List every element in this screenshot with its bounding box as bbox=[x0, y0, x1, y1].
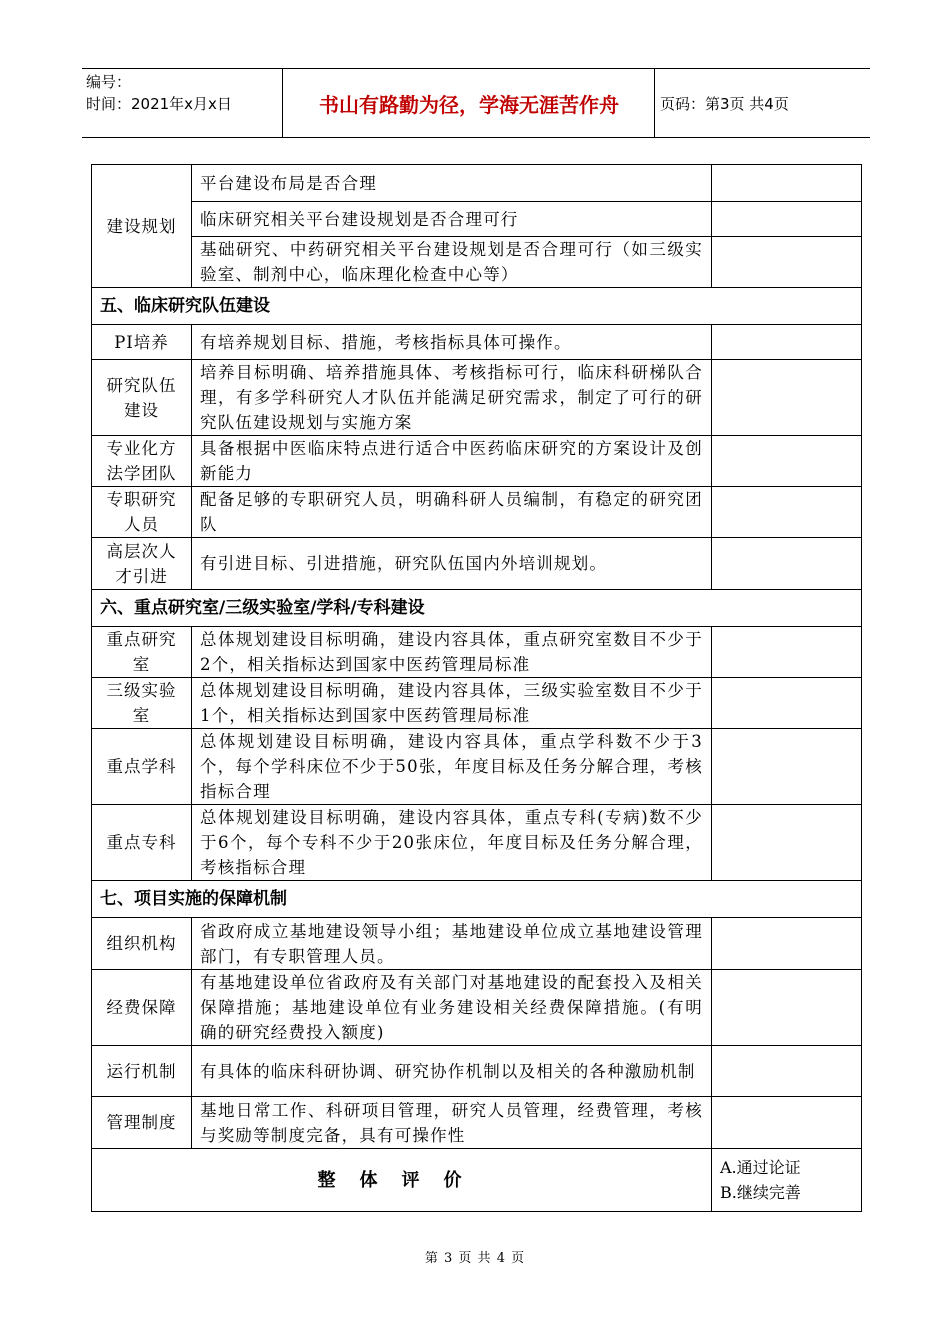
section-row bbox=[92, 881, 862, 918]
document-date: 时间：2021年x月x日 bbox=[86, 95, 232, 113]
row-label: 运行机制 bbox=[92, 1046, 192, 1097]
table-row bbox=[92, 487, 862, 538]
overall-row bbox=[92, 1149, 862, 1212]
document-number: 编号： bbox=[86, 73, 132, 91]
header-divider bbox=[654, 69, 655, 137]
criteria-text: 省政府成立基地建设领导小组；基地建设单位成立基地建设管理部门，有专职管理人员。 bbox=[192, 918, 712, 970]
table-row bbox=[92, 325, 862, 360]
criteria-text: 总体规划建设目标明确，建设内容具体，重点研究室数目不少于2个，相关指标达到国家中医药管理局标准 bbox=[192, 627, 712, 678]
option-a[interactable]: A.通过论证 bbox=[720, 1158, 801, 1177]
score-cell[interactable] bbox=[712, 202, 862, 237]
criteria-text: 基础研究、中药研究相关平台建设规划是否合理可行（如三级实验室、制剂中心，临床理化检查中心等） bbox=[192, 237, 712, 288]
table-row bbox=[92, 202, 862, 237]
table-row bbox=[92, 1097, 862, 1149]
table-row bbox=[92, 805, 862, 881]
row-label: 管理制度 bbox=[92, 1097, 192, 1149]
score-cell[interactable] bbox=[712, 237, 862, 288]
row-label: 重点学科 bbox=[92, 729, 192, 805]
score-cell[interactable] bbox=[712, 487, 862, 538]
table-row bbox=[92, 436, 862, 487]
table-row bbox=[92, 360, 862, 436]
header-motto: 书山有路勤为径，学海无涯苦作舟 bbox=[319, 92, 619, 117]
page-footer: 第 3 页 共 4 页 bbox=[424, 1251, 526, 1266]
option-b[interactable]: B.继续完善 bbox=[720, 1183, 801, 1202]
row-label: 组织机构 bbox=[92, 918, 192, 970]
score-cell[interactable] bbox=[712, 678, 862, 729]
row-label: 专职研究人员 bbox=[92, 487, 192, 538]
score-cell[interactable] bbox=[712, 538, 862, 590]
criteria-text: 有基地建设单位省政府及有关部门对基地建设的配套投入及相关保障措施；基地建设单位有业务建设相关经费保障措施。(有明确的研究经费投入额度) bbox=[192, 970, 712, 1046]
section-title: 五、临床研究队伍建设 bbox=[92, 288, 862, 325]
row-label: 重点专科 bbox=[92, 805, 192, 881]
score-cell[interactable] bbox=[712, 918, 862, 970]
table-row bbox=[92, 729, 862, 805]
overall-options[interactable] bbox=[712, 1149, 862, 1212]
table-row bbox=[92, 918, 862, 970]
score-cell[interactable] bbox=[712, 1097, 862, 1149]
table-row bbox=[92, 165, 862, 202]
criteria-text: 临床研究相关平台建设规划是否合理可行 bbox=[192, 202, 712, 237]
row-label: 专业化方法学团队 bbox=[92, 436, 192, 487]
criteria-text: 有培养规划目标、措施，考核指标具体可操作。 bbox=[192, 325, 712, 360]
header-divider bbox=[282, 69, 283, 137]
row-label: 建设规划 bbox=[92, 165, 192, 288]
overall-evaluation-label: 整体评价 bbox=[92, 1149, 712, 1212]
section-row bbox=[92, 590, 862, 627]
score-cell[interactable] bbox=[712, 360, 862, 436]
table-row bbox=[92, 970, 862, 1046]
criteria-text: 基地日常工作、科研项目管理，研究人员管理，经费管理，考核与奖励等制度完备，具有可操作性 bbox=[192, 1097, 712, 1149]
section-title: 六、重点研究室/三级实验室/学科/专科建设 bbox=[92, 590, 862, 627]
criteria-text: 总体规划建设目标明确，建设内容具体，重点学科数不少于3个，每个学科床位不少于50张，年度目标及任务分解合理，考核指标合理 bbox=[192, 729, 712, 805]
row-label: 重点研究室 bbox=[92, 627, 192, 678]
score-cell[interactable] bbox=[712, 970, 862, 1046]
criteria-text: 平台建设布局是否合理 bbox=[192, 165, 712, 202]
criteria-text: 总体规划建设目标明确，建设内容具体，重点专科(专病)数不少于6个，每个专科不少于20张床位，年度目标及任务分解合理，考核指标合理 bbox=[192, 805, 712, 881]
section-title: 七、项目实施的保障机制 bbox=[92, 881, 862, 918]
row-label: PI培养 bbox=[92, 325, 192, 360]
score-cell[interactable] bbox=[712, 165, 862, 202]
table-row bbox=[92, 538, 862, 590]
row-label: 三级实验室 bbox=[92, 678, 192, 729]
criteria-text: 总体规划建设目标明确，建设内容具体，三级实验室数目不少于1个，相关指标达到国家中医药管理局标准 bbox=[192, 678, 712, 729]
table-row bbox=[92, 678, 862, 729]
header-meta bbox=[82, 69, 282, 137]
criteria-text: 具备根据中医临床特点进行适合中医药临床研究的方案设计及创新能力 bbox=[192, 436, 712, 487]
table-row bbox=[92, 237, 862, 288]
table-row bbox=[92, 1046, 862, 1097]
score-cell[interactable] bbox=[712, 1046, 862, 1097]
evaluation-table bbox=[91, 164, 862, 1212]
table-row bbox=[92, 627, 862, 678]
score-cell[interactable] bbox=[712, 325, 862, 360]
criteria-text: 有引进目标、引进措施，研究队伍国内外培训规划。 bbox=[192, 538, 712, 590]
page-header bbox=[82, 68, 870, 138]
criteria-text: 有具体的临床科研协调、研究协作机制以及相关的各种激励机制 bbox=[192, 1046, 712, 1097]
score-cell[interactable] bbox=[712, 805, 862, 881]
row-label: 高层次人才引进 bbox=[92, 538, 192, 590]
criteria-text: 配备足够的专职研究人员，明确科研人员编制，有稳定的研究团队 bbox=[192, 487, 712, 538]
score-cell[interactable] bbox=[712, 436, 862, 487]
criteria-text: 培养目标明确、培养措施具体、考核指标可行，临床科研梯队合理，有多学科研究人才队伍并能满足研究需求，制定了可行的研究队伍建设规划与实施方案 bbox=[192, 360, 712, 436]
header-page-info: 页码：第3页 共4页 bbox=[660, 94, 789, 113]
row-label: 经费保障 bbox=[92, 970, 192, 1046]
score-cell[interactable] bbox=[712, 627, 862, 678]
score-cell[interactable] bbox=[712, 729, 862, 805]
section-row bbox=[92, 288, 862, 325]
row-label: 研究队伍建设 bbox=[92, 360, 192, 436]
